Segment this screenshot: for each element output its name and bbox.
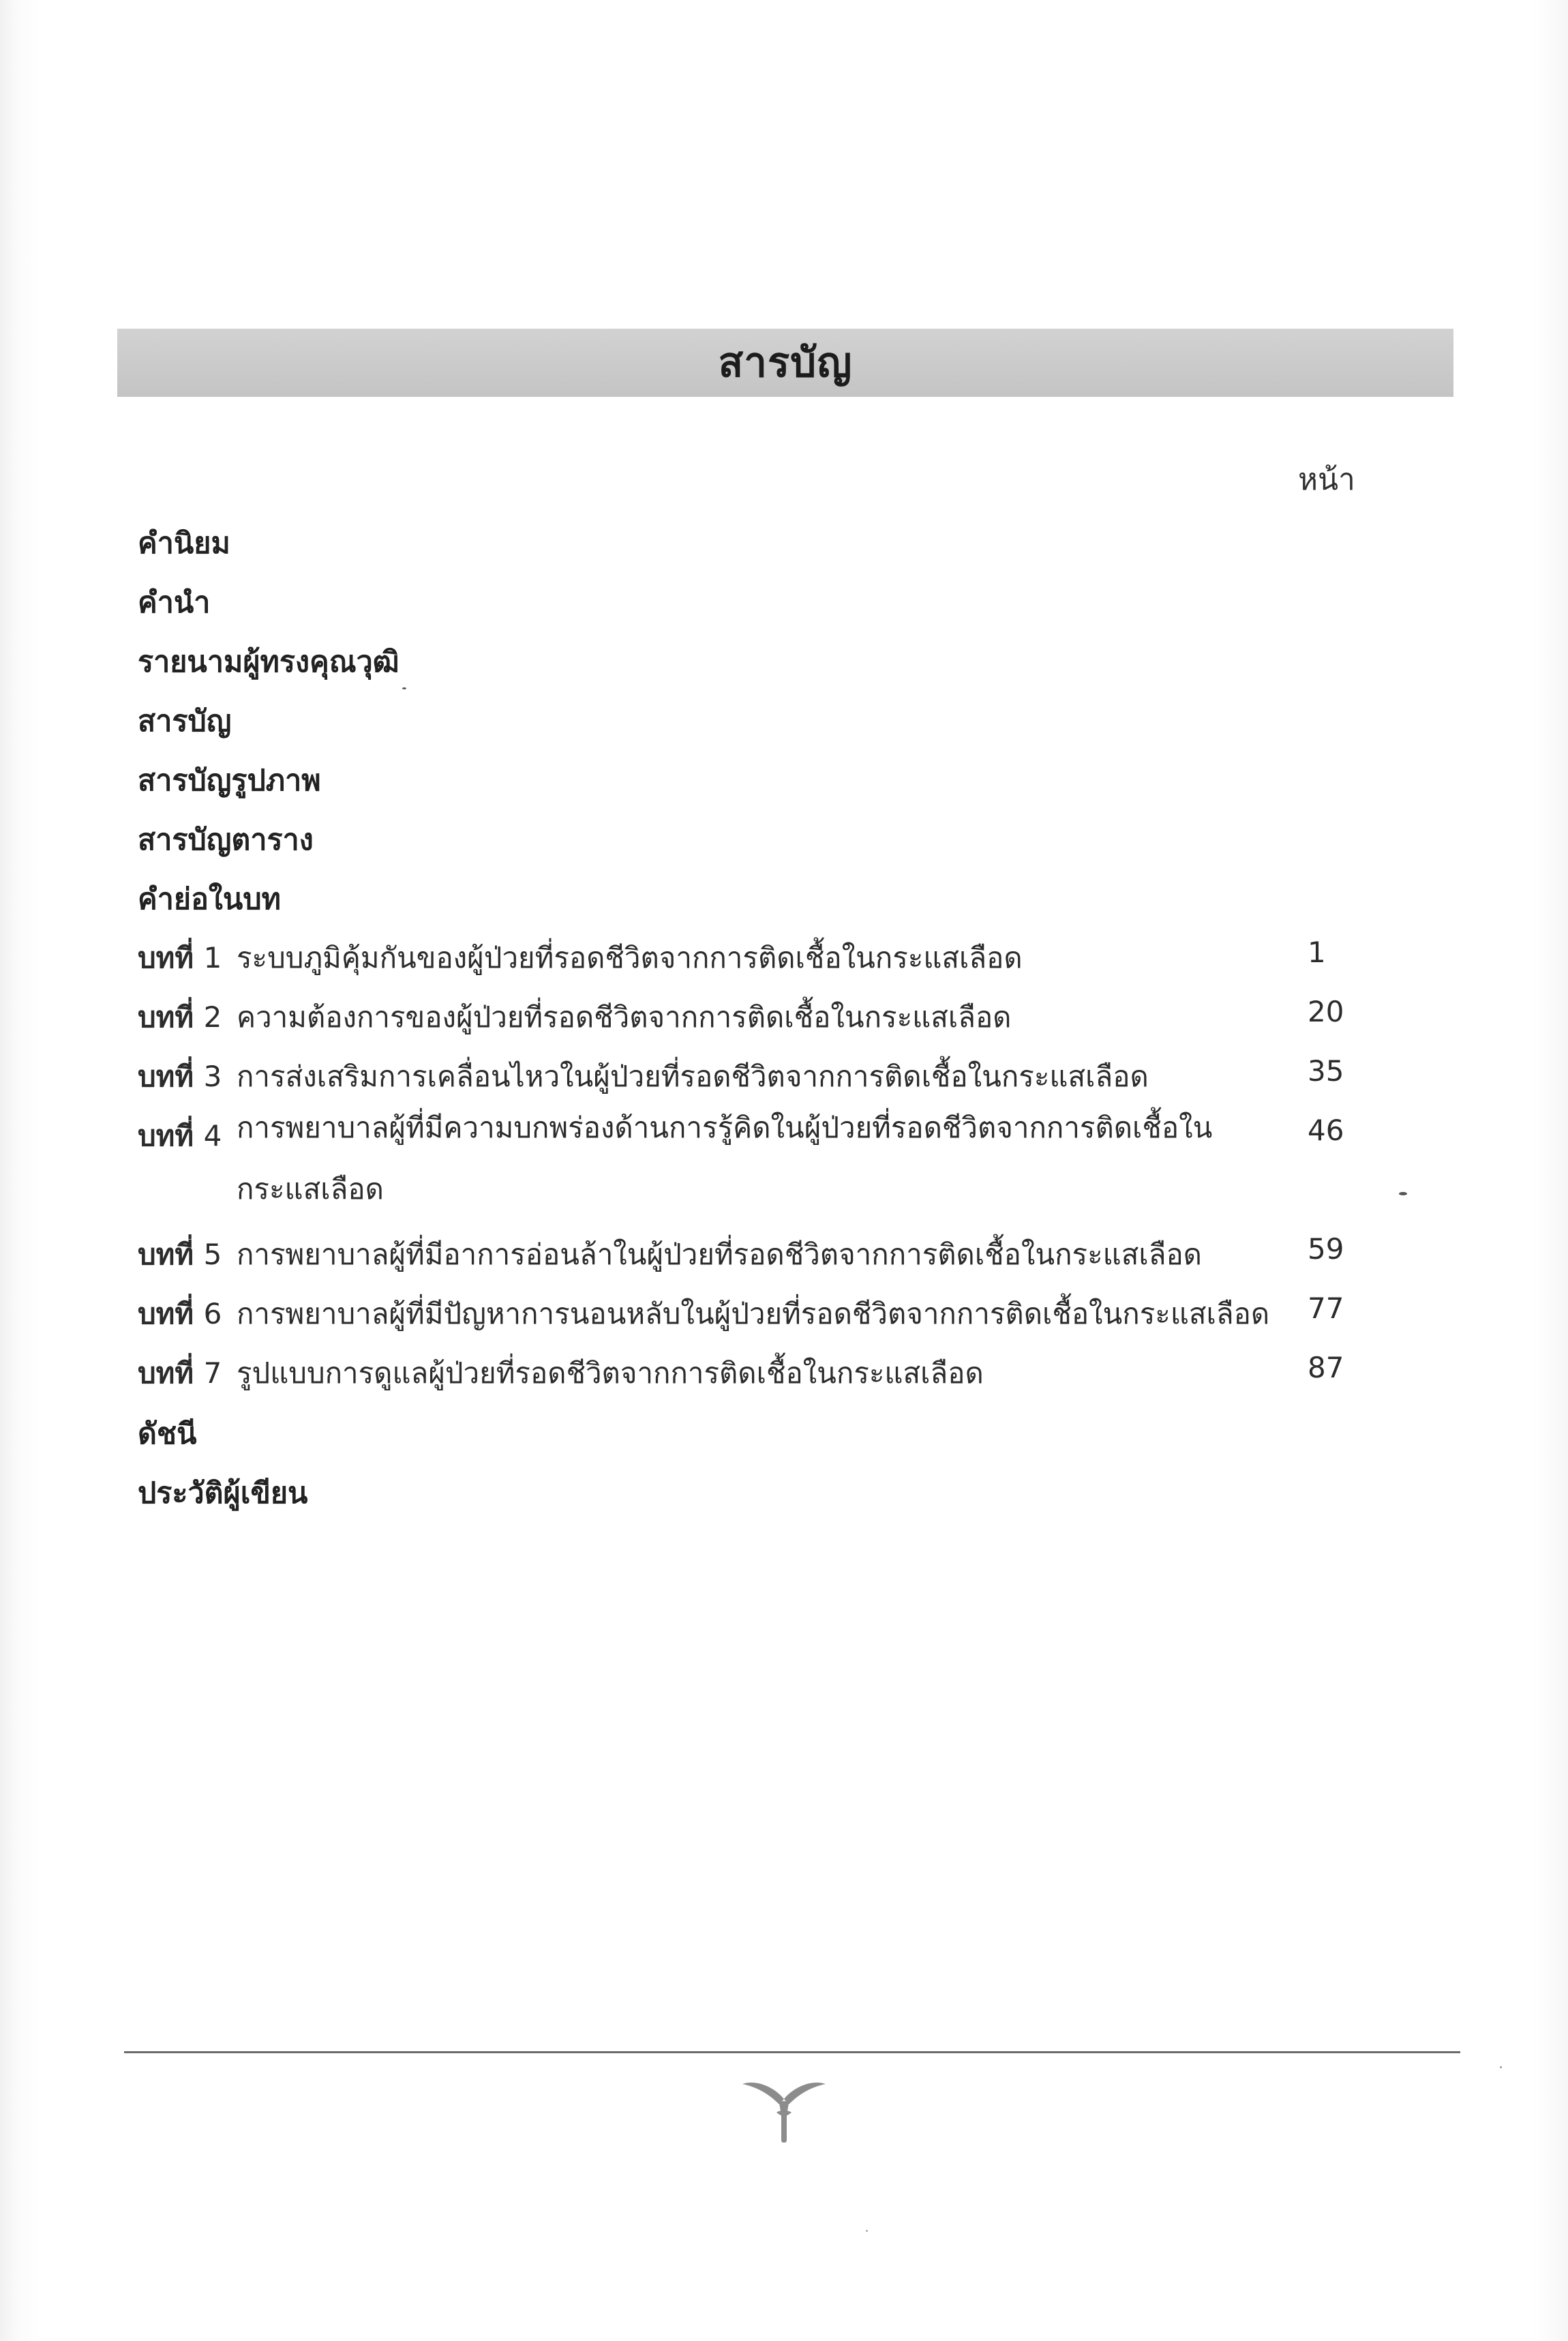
leaf-ornament-icon — [740, 2072, 828, 2147]
toc-back-item[interactable]: ประวัติผู้เขียน — [138, 1476, 308, 1510]
toc-front-item[interactable]: สารบัญตาราง — [138, 823, 314, 857]
scan-speck — [1399, 1192, 1407, 1195]
chapter-label: บทที่ 4 — [138, 1119, 222, 1152]
chapter-page-number: 59 — [1308, 1232, 1344, 1266]
page-title: สารบัญ — [718, 339, 853, 387]
chapter-page-number: 35 — [1308, 1054, 1344, 1088]
chapter-title: ระบบภูมิคุ้มกันของผู้ป่วยที่รอดชีวิตจากการติดเชื้อในกระแสเลือด — [237, 941, 1023, 974]
chapter-page-number: 1 — [1308, 936, 1326, 969]
toc-front-item[interactable]: คำย่อในบท — [138, 882, 281, 916]
toc-back-item[interactable]: ดัชนี — [138, 1417, 197, 1451]
toc-front-item[interactable]: คำนำ — [138, 586, 211, 620]
chapter-label: บทที่ 2 — [138, 1000, 222, 1034]
page-column-label: หน้า — [1298, 462, 1355, 497]
chapter-label: บทที่ 7 — [138, 1356, 222, 1390]
chapter-page-number: 87 — [1308, 1351, 1344, 1384]
footer-rule — [124, 2051, 1460, 2053]
scan-speck — [1500, 2066, 1502, 2068]
chapter-title: การพยาบาลผู้ที่มีอาการอ่อนล้าในผู้ป่วยที่รอดชีวิตจากการติดเชื้อในกระแสเลือด — [237, 1238, 1202, 1271]
chapter-page-number: 20 — [1308, 995, 1344, 1028]
chapter-label: บทที่ 6 — [138, 1297, 222, 1330]
chapter-title: ความต้องการของผู้ป่วยที่รอดชีวิตจากการติดเชื้อในกระแสเลือด — [237, 1000, 1012, 1034]
chapter-label: บทที่ 5 — [138, 1238, 222, 1271]
chapter-label: บทที่ 3 — [138, 1060, 222, 1093]
scan-speck — [402, 687, 406, 689]
chapter-label: บทที่ 1 — [138, 941, 222, 974]
title-bar — [117, 329, 1453, 397]
chapter-page-number: 46 — [1308, 1114, 1344, 1147]
chapter-title: การส่งเสริมการเคลื่อนไหวในผู้ป่วยที่รอดชีวิตจากการติดเชื้อในกระแสเลือด — [237, 1060, 1149, 1093]
toc-front-item[interactable]: สารบัญรูปภาพ — [138, 764, 321, 798]
chapter-page-number: 77 — [1308, 1292, 1344, 1325]
chapter-title: รูปแบบการดูแลผู้ป่วยที่รอดชีวิตจากการติดเชื้อในกระแสเลือด — [237, 1356, 984, 1390]
toc-front-item[interactable]: รายนามผู้ทรงคุณวุฒิ — [138, 645, 399, 679]
toc-front-item[interactable]: คำนิยม — [138, 526, 230, 561]
scan-speck — [866, 2230, 868, 2232]
chapter-title: การพยาบาลผู้ที่มีปัญหาการนอนหลับในผู้ป่วยที่รอดชีวิตจากการติดเชื้อในกระแสเลือด — [237, 1297, 1270, 1330]
toc-front-item[interactable]: สารบัญ — [138, 704, 232, 739]
chapter-title: การพยาบาลผู้ที่มีความบกพร่องด้านการรู้คิดในผู้ป่วยที่รอดชีวิตจากการติดเชื้อในกระแสเลือด — [237, 1111, 1213, 1206]
